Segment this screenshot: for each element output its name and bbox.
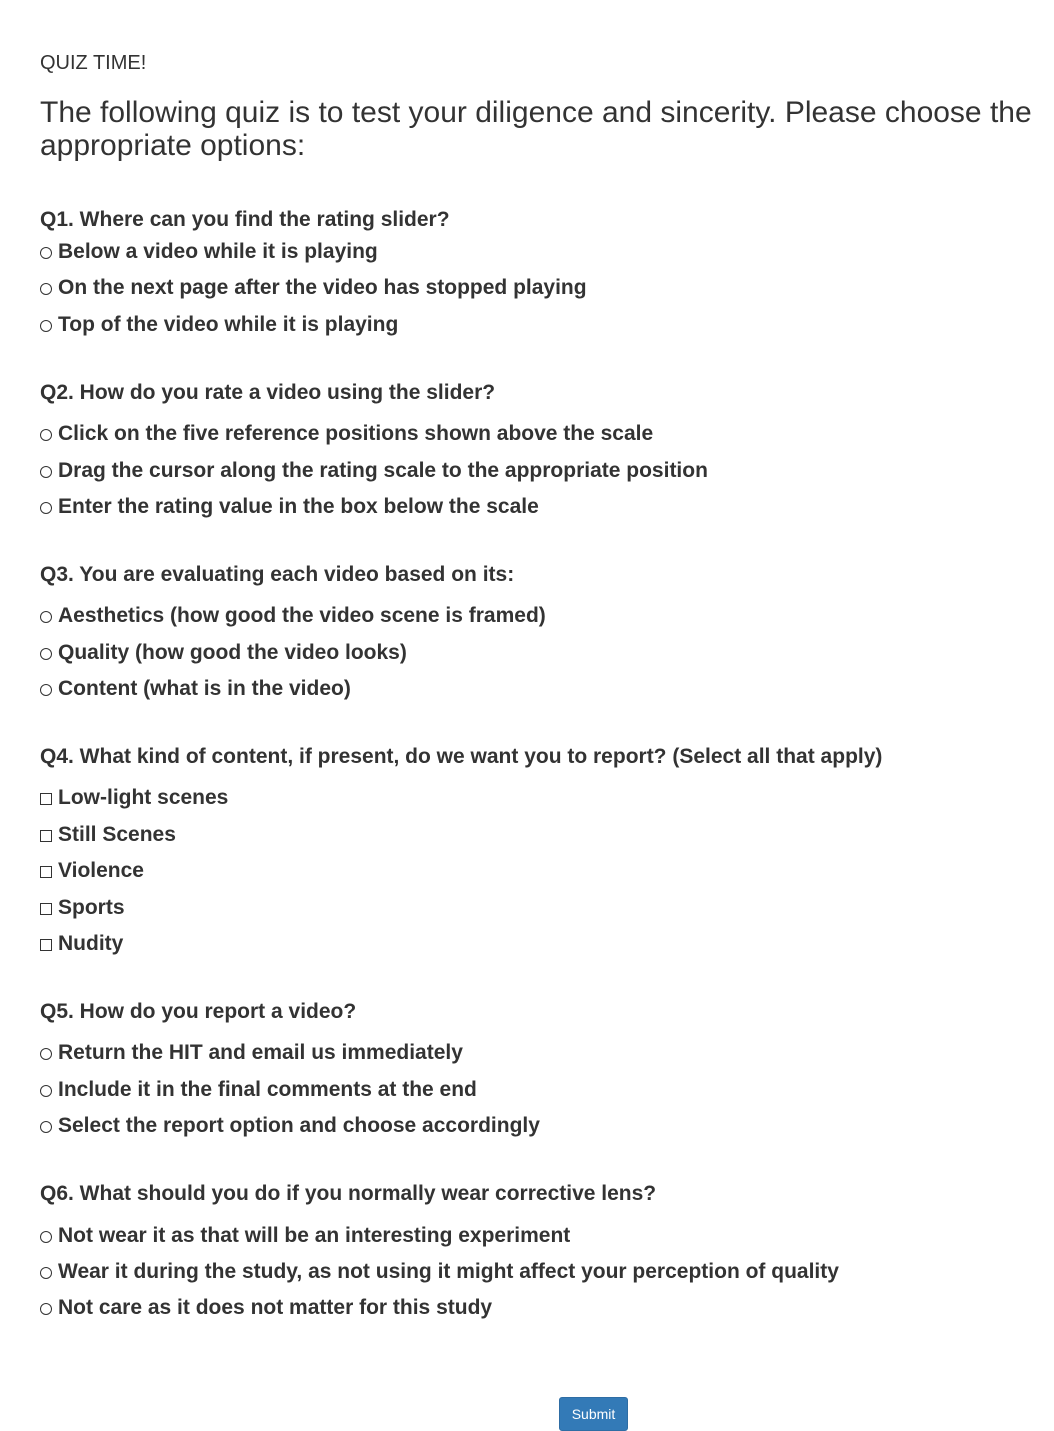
q4-option-5[interactable] [40,931,123,957]
quiz-intro: The following quiz is to test your diligence and sincerity. Please choose the appropriate options: [40,96,1032,162]
option-label: Below a video while it is playing [58,240,378,263]
radio-icon[interactable] [40,1303,52,1315]
question-4: Q4. What kind of content, if present, do we want you to report? (Select all that apply) [40,745,883,768]
radio-icon[interactable] [40,1121,52,1133]
radio-icon[interactable] [40,429,52,441]
radio-icon[interactable] [40,611,52,623]
option-label: Still Scenes [58,823,176,846]
radio-icon[interactable] [40,1085,52,1097]
option-label: Nudity [58,932,124,955]
radio-icon[interactable] [40,502,52,514]
checkbox-icon[interactable] [40,830,52,842]
checkbox-icon[interactable] [40,939,52,951]
option-label: Quality (how good the video looks) [58,641,407,664]
checkbox-icon[interactable] [40,903,52,915]
option-label: Click on the five reference positions shown above the scale [58,422,654,445]
radio-icon[interactable] [40,466,52,478]
question-1: Q1. Where can you find the rating slider? [40,208,450,231]
question-5: Q5. How do you report a video? [40,1000,357,1023]
q4-option-1[interactable] [40,785,228,811]
q1-option-1[interactable] [40,239,378,265]
q5-option-1[interactable] [40,1040,463,1066]
option-label: Low-light scenes [58,786,229,809]
question-3: Q3. You are evaluating each video based on its: [40,563,515,586]
radio-icon[interactable] [40,684,52,696]
q2-option-2[interactable] [40,458,708,484]
radio-icon[interactable] [40,648,52,660]
q3-option-1[interactable] [40,603,546,629]
q4-option-2[interactable] [40,822,176,848]
q6-option-1[interactable] [40,1223,570,1249]
option-label: Top of the video while it is playing [58,313,399,336]
q2-option-3[interactable] [40,494,539,520]
option-label: Drag the cursor along the rating scale to the appropriate position [58,459,708,482]
option-label: Not care as it does not matter for this study [58,1296,493,1319]
q3-option-2[interactable] [40,640,407,666]
q5-option-2[interactable] [40,1077,477,1103]
option-label: Not wear it as that will be an interesting experiment [58,1224,571,1247]
q4-option-4[interactable] [40,895,125,921]
radio-icon[interactable] [40,1231,52,1243]
option-label: Wear it during the study, as not using it might affect your perception of quality [58,1260,839,1283]
option-label: Return the HIT and email us immediately [58,1041,463,1064]
option-label: Enter the rating value in the box below the scale [58,495,539,518]
option-label: Aesthetics (how good the video scene is framed) [58,604,546,627]
option-label: On the next page after the video has stopped playing [58,276,587,299]
quiz-title: QUIZ TIME! [40,52,147,74]
radio-icon[interactable] [40,247,52,259]
radio-icon[interactable] [40,1048,52,1060]
checkbox-icon[interactable] [40,793,52,805]
q5-option-3[interactable] [40,1113,540,1139]
radio-icon[interactable] [40,320,52,332]
checkbox-icon[interactable] [40,866,52,878]
q1-option-2[interactable] [40,275,587,301]
q3-option-3[interactable] [40,676,351,702]
q2-option-1[interactable] [40,421,653,447]
radio-icon[interactable] [40,283,52,295]
radio-icon[interactable] [40,1267,52,1279]
option-label: Content (what is in the video) [58,677,351,700]
option-label: Select the report option and choose accordingly [58,1114,540,1137]
question-6: Q6. What should you do if you normally wear corrective lens? [40,1182,657,1205]
q1-option-3[interactable] [40,312,398,338]
option-label: Sports [58,896,125,919]
q4-option-3[interactable] [40,858,144,884]
q6-option-2[interactable] [40,1259,839,1285]
submit-button[interactable]: Submit [559,1397,628,1431]
option-label: Include it in the final comments at the end [58,1078,477,1101]
question-2: Q2. How do you rate a video using the slider? [40,381,496,404]
q6-option-3[interactable] [40,1295,492,1321]
option-label: Violence [58,859,144,882]
